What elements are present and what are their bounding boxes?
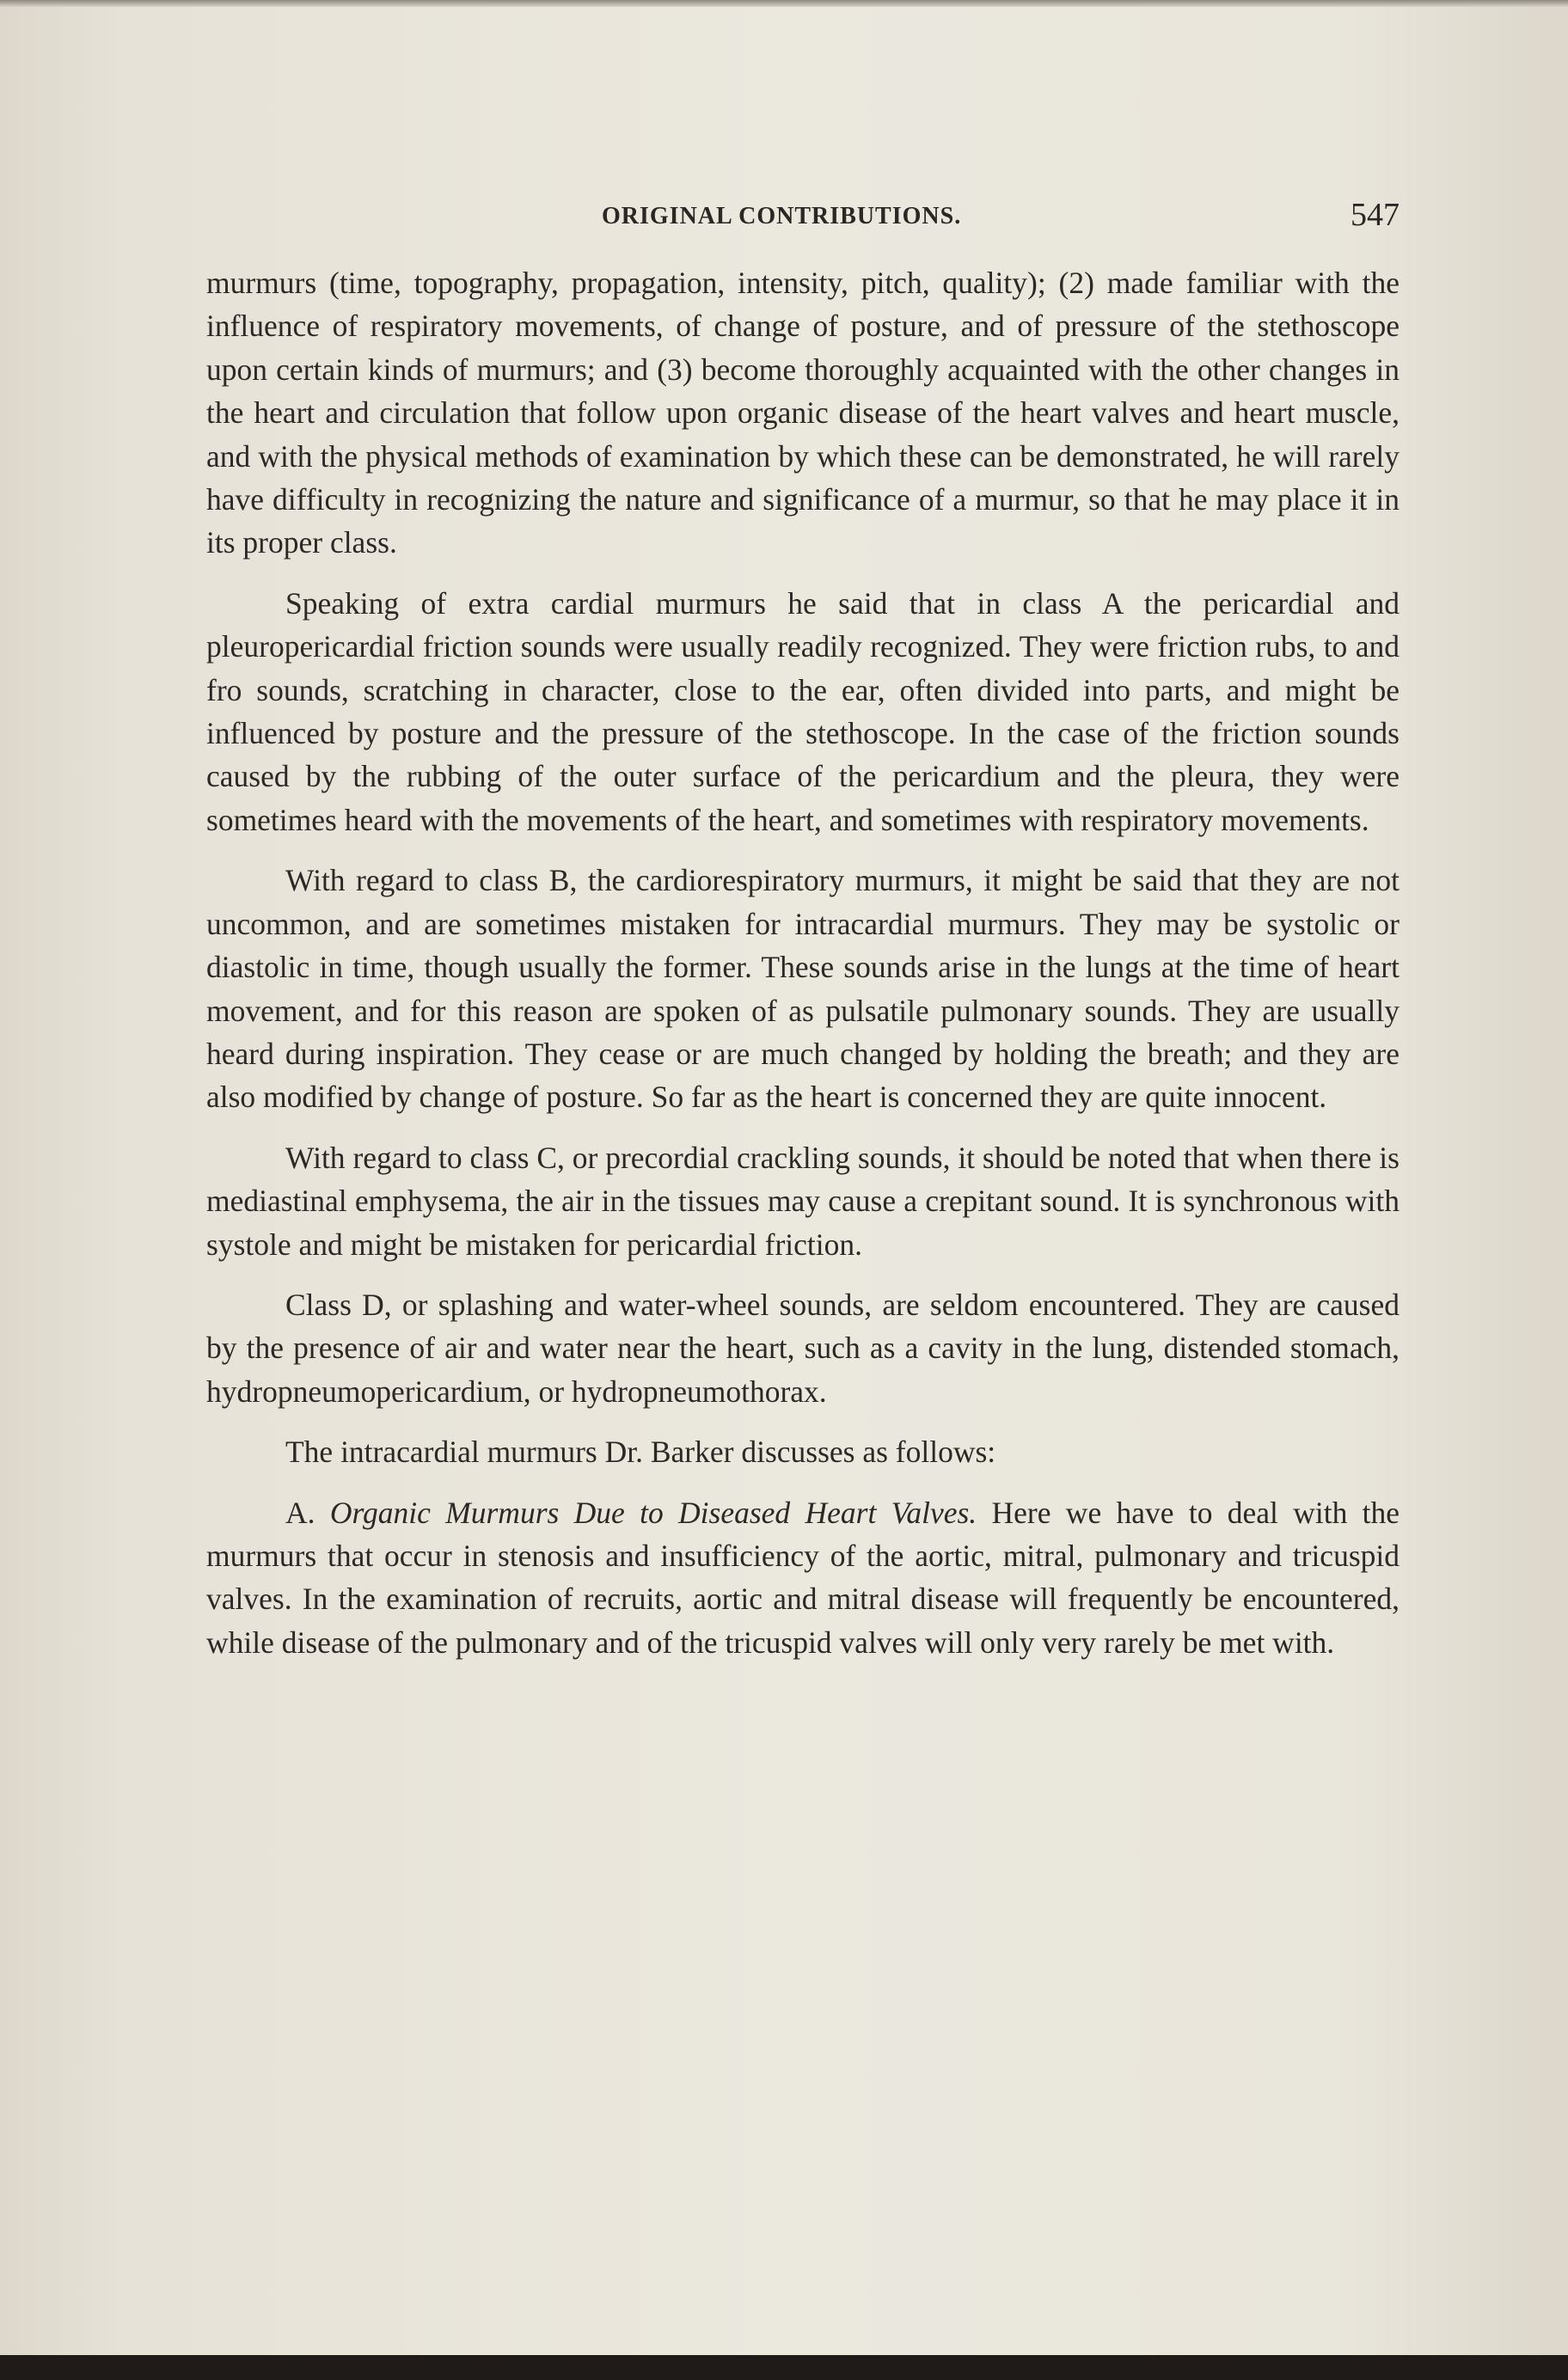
paragraph-continuation: murmurs (time, topography, propagation, intensity, pitch, quality); (2) made familiar with the influence of respiratory movements, of change of posture, and of pressure of the stethoscope upon certain kinds of murmurs; and (3) become thoroughly acquainted with the other changes in the heart and circulation that follow upon organic disease of the heart valves and heart muscle, and with the physical methods of examination by which these can be demonstrated, he will rarely have difficulty in recognizing the nature and significance of a murmur, so that he may place it in its proper class. xyxy=(206,266,1400,560)
body-text xyxy=(206,261,1400,1664)
paragraph-class-d: Class D, or splashing and water-wheel sounds, are seldom encountered. They are caused by the presence of air and water near the heart, such as a cavity in the lung, distended stomach, hydropneumopericardium, or hydropneumothorax. xyxy=(206,1287,1400,1409)
page-header xyxy=(206,196,1400,248)
paragraph-class-c: With regard to class C, or precordial crackling sounds, it should be noted that when there is mediastinal emphysema, the air in the tissues may cause a crepitant sound. It is synchronous with systole and might be mistaken for pericardial friction. xyxy=(206,1140,1400,1262)
paragraph-extra-cardial: Speaking of extra cardial murmurs he said that in class A the pericardial and pleuropericardial friction sounds were usually readily recognized. They were friction rubs, to and fro sounds, scratching in character, close to the ear, often divided into parts, and might be influenced by posture and the pressure of the stethoscope. In the case of the friction sounds caused by the rubbing of the outer surface of the pericardium and the pleura, they were sometimes heard with the movements of the heart, and sometimes with respiratory movements. xyxy=(206,585,1400,837)
paragraph-intracardial-intro: The intracardial murmurs Dr. Barker discusses as follows: xyxy=(285,1435,996,1470)
section-text: Here we have to deal with the murmurs that occur in stenosis and insufficiency of the aortic, mitral, pulmonary and tricuspid valves. In the examination of recruits, aortic and mitral disease will frequently be encountered, while disease of the pulmonary and of the tricuspid valves will only very rarely be met with. xyxy=(206,1495,1400,1660)
running-head: ORIGINAL CONTRIBUTIONS. xyxy=(602,203,962,229)
section-lead: A. xyxy=(285,1495,315,1530)
page-top-edge xyxy=(0,0,1568,7)
paragraph-class-b: With regard to class B, the cardiorespiratory murmurs, it might be said that they are not uncommon, and are sometimes mistaken for intracardial murmurs. They may be systolic or diastolic in time, though usually the former. These sounds arise in the lungs at the time of heart movement, and for this reason are spoken of as pulsatile pulmonary sounds. They are usually heard during inspiration. They cease or are much changed by holding the breath; and they are also modified by change of posture. So far as the heart is concerned they are quite innocent. xyxy=(206,863,1400,1115)
page-number: 547 xyxy=(1351,197,1400,233)
section-heading: Organic Murmurs Due to Diseased Heart Valves. xyxy=(329,1495,977,1530)
page-bottom-edge xyxy=(0,2355,1568,2380)
paragraph-organic-murmurs xyxy=(206,1491,1400,1665)
